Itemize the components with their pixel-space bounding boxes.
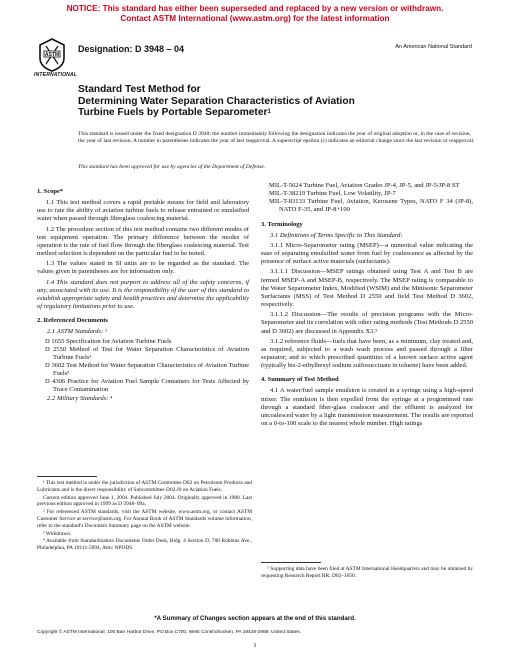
reference-item: D 4306 Practice for Aviation Fuel Sample Containers for Tests Affected by Trace Contamination <box>45 378 249 394</box>
withdrawal-notice <box>0 4 510 24</box>
astm-standards-label: 2.1 ASTM Standards: ² <box>47 328 107 336</box>
reference-item: D 3602 Test Method for Water Separation Characteristics of Aviation Turbine Fuels³ <box>45 361 249 378</box>
footnote: Current edition approved June 1, 2004. Published July 2004. Originally approved in 1980. Last previous edition approved in 1999 as D 3948–99a. <box>37 494 252 508</box>
paragraph-1-4: 1.4 This standard does not purport to address all of the safety concerns, if any, associated with its use. It is the responsibility of the user of this standard to establish appropriate safety and health practices and determine the applicability of regulatory limitations prior to use. <box>37 278 249 311</box>
title-line-1: Standard Test Method for <box>78 84 201 95</box>
footnote: ³ Withdrawn. <box>43 530 72 537</box>
document-title <box>78 84 438 119</box>
summary-heading: 4. Summary of Test Method <box>261 376 339 384</box>
footnote: ¹ This test method is under the jurisdiction of ASTM Committee D02 on Petroleum Products and Lubricants and is the direct responsibility of Subcommittee D02.J0 on Aviation Fuels. <box>37 480 252 493</box>
svg-text:ASTM: ASTM <box>44 52 60 58</box>
paragraph-3-1-1: 3.1.1 Micro-Separometer rating (MSEP)—a numerical value indicating the ease of separating emulsified water from fuel by coalescence as affected by the presence of surface active materials (surfactants). <box>261 241 473 266</box>
paragraph-1-1: 1.1 This test method covers a rapid portable means for field and laboratory use to rate the ability of aviation turbine fuels to release entrained or emulsified water when passed through fiberglass coalescing material. <box>37 199 249 223</box>
notice-line-2: Contact ASTM International (www.astm.org) for the latest information <box>120 14 390 23</box>
military-reference-item: MIL-T-5624 Turbine Fuel, Aviation Grades JP-4, JP-5, and JP-5/JP-8 ST <box>269 182 460 189</box>
scope-heading: 1. Scope* <box>37 188 64 195</box>
astm-logo-icon <box>38 38 66 72</box>
reference-item: D 2550 Method of Test for Water Separation Characteristics of Aviation Turbine Fuels³ <box>45 345 249 361</box>
paragraph-3-1: 3.1 Definitions of Terms Specific to This Standard: <box>270 231 403 239</box>
approved-note: This standard has been approved for use by agencies of the Department of Defense. <box>78 164 266 170</box>
footnote: ⁴ Available from Standardization Documents Order Desk, Bldg. 4 Section D, 700 Robbins Ave., Philadelphia, PA 19111-5094, Attn: NPODS. <box>37 538 252 552</box>
title-line-2: Determining Water Separation Characteristics of Aviation <box>78 95 355 107</box>
summary-of-changes-note: *A Summary of Changes section appears at the end of this standard. <box>154 615 356 622</box>
referenced-documents-heading: 2. Referenced Documents <box>37 317 108 325</box>
paragraph-3-1-2: 3.1.2 reference fluids—fuels that have been, as a minimum, clay treated and, as required, subjected to a wash wash process and passed through a filter separator; and to which prescribed quantities of a known surface active agent (typically bis-2-ethylhexyl sodium sulfosuccinate in toluene) have been added. <box>261 337 473 370</box>
page-number: 1 <box>253 642 257 649</box>
standard-type: An American National Standard <box>395 44 472 50</box>
footnote: ⁵ Supporting data have been filed at ASTM International Headquarters and may be obtained by requesting Research Report RR: D02–1050. <box>261 566 473 579</box>
military-standards-label: 2.2 Military Standards: ⁴ <box>47 394 113 402</box>
paragraph-1-3: 1.3 The values stated in SI units are to be regarded as the standard. The values given in parentheses are for information only. <box>37 260 249 276</box>
footnotes-right <box>261 566 473 581</box>
right-column <box>261 182 473 430</box>
paragraph-3-1-1-1: 3.1.1.1 Discussion—MSEP ratings obtained using Test A and Test B are termed MSEP-A and MSEP-B, respectively. The MSEP rating is comparable to the Water Separometer Index, Modified (WSIM) and the Minisonic Separometer Surfactants (MSS) of Test Method D 2550 and field Test Method D 3602, respectively. <box>261 268 473 309</box>
paragraph-4-1: 4.1 A water/fuel sample emulsion is created in a syringe using a high-speed mixer. The emulsion is then expelled from the syringe at a programmed rate through a standard fiber-glass coalescer and the effluent is analyzed for uncoalesced water by a light transmission measurement. The results are reported on a 0-to-100 scale to the nearest whole number. High ratings <box>261 387 473 428</box>
title-line-3: Turbine Fuels by Portable Separometer <box>78 107 268 118</box>
footnotes-left <box>37 480 252 553</box>
footnote: ² For referenced ASTM standards, visit the ASTM website, www.astm.org, or contact ASTM Customer Service at service@astm.org. For Annual Book of ASTM Standards volume information, refer to the standard's Document Summary page on the ASTM website. <box>37 509 252 529</box>
paragraph-1-2: 1.2 The procedure section of this test method contains two different modes of test equipment operation. The primary difference between the modes of operation is the rate of fuel flow through the fiberglass coalescing material. Test method selection is dependent on the particular fuel to be tested. <box>37 225 249 258</box>
copyright-line: Copyright © ASTM International, 100 Barr Harbor Drive, PO Box C700, West Conshohocken, PA 19428-2959, United States. <box>37 630 302 635</box>
terminology-heading: 3. Terminology <box>261 220 303 228</box>
military-reference-item: MIL-T-83133 Turbine Fuel, Aviation, Kerosene Types, NATO F 34 (JP-8), NATO F-35, and JP-8+100 <box>269 198 473 214</box>
reference-item: D 1655 Specification for Aviation Turbine Fuels <box>45 337 172 345</box>
military-reference-item: MIL-T-38219 Turbine Fuel, Low Volatility, JP-7 <box>269 190 396 198</box>
paragraph-3-1-1-2: 3.1.1.2 Discussion—The results of precision programs with the Micro-Separometer and its correlation with other rating methods (Test Methods D 2550 and D 3602) are discussed in Appendix X3.⁵ <box>261 311 473 335</box>
designation: Designation: D 3948 – 04 <box>78 44 185 54</box>
footnote-divider-right <box>261 562 321 563</box>
notice-line-1: NOTICE: This standard has either been superseded and replaced by a new version or withdrawn. <box>66 4 444 13</box>
logo-caption: INTERNATIONAL <box>34 72 78 78</box>
footnote-divider-left <box>37 476 97 477</box>
left-column <box>37 182 249 404</box>
issued-note: This standard is issued under the fixed designation D 3948; the number immediately following the designation indicates the year of original adoption or, in the case of revision, the year of last revision. A number in parentheses indicates the year of last reapproval. A superscript epsilon (ε) indicates an editorial change since the last revision or reapproval. <box>78 131 475 145</box>
title-footnote-mark: 1 <box>267 109 271 115</box>
